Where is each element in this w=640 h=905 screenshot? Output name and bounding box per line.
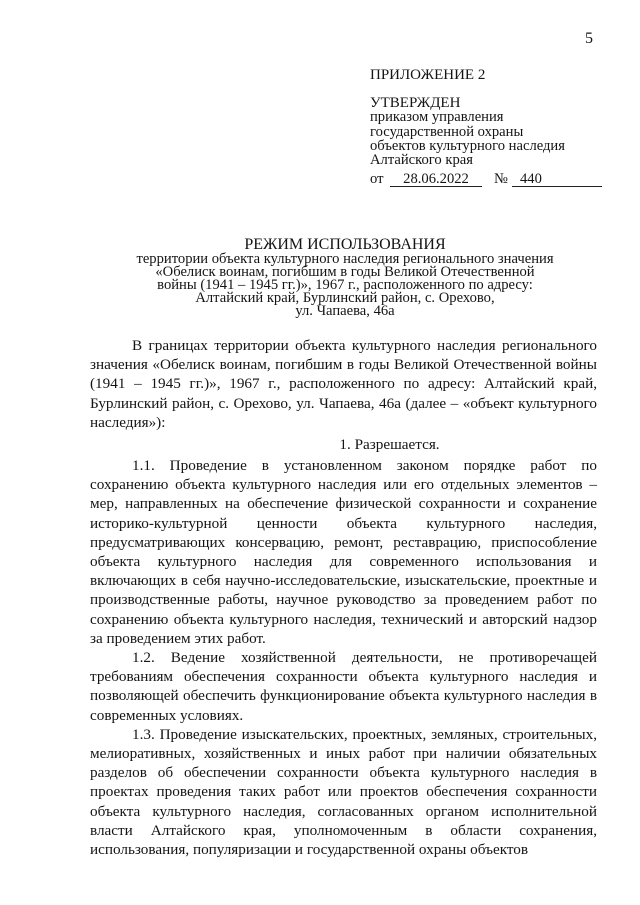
- approval-date-row: [370, 172, 602, 189]
- intro-paragraph: [90, 336, 597, 432]
- approved-label: УТВЕРЖДЕН: [370, 95, 461, 112]
- approval-line: Алтайского края: [370, 152, 473, 169]
- title-line: войны (1941 – 1945 гг.)», 1967 г., расположенного по адресу:: [157, 277, 533, 293]
- approval-line: государственной охраны: [370, 123, 524, 140]
- approval-number: 440: [512, 172, 602, 187]
- approval-date: 28.06.2022: [390, 172, 482, 187]
- title-line: территории объекта культурного наследия регионального значения: [136, 251, 554, 267]
- number-label: №: [494, 171, 508, 188]
- list-item: 1.3. Проведение изыскательских, проектных, земляных, строительных, мелиоративных, хозяйственных и иных работ при наличии обязательных разделов об обеспечении сохранности объекта культурного наследия в проектах проведения таких работ или проектов обеспечения сохранности объекта культурного наследия, согласованных органом исполнительной власти Алтайского края, уполномоченным в области сохранения, использования, популяризации и государственной охраны объектов: [90, 725, 597, 859]
- from-label: от: [370, 171, 384, 188]
- approval-line: объектов культурного наследия: [370, 137, 565, 154]
- title-heading: РЕЖИМ ИСПОЛЬЗОВАНИЯ: [244, 236, 446, 253]
- section-heading: 1. Разрешается.: [339, 436, 440, 453]
- appendix-label: ПРИЛОЖЕНИЕ 2: [370, 67, 486, 83]
- document-title: [80, 236, 610, 318]
- title-line: Алтайский край, Бурлинский район, с. Орехово,: [195, 290, 495, 306]
- title-line: ул. Чапаева, 46а: [295, 303, 395, 319]
- items-list: [90, 456, 597, 859]
- approval-block: [370, 68, 602, 189]
- list-item: 1.2. Ведение хозяйственной деятельности, не противоречащей требованиям обеспечения сохранности объекта культурного наследия и позволяющей обеспечить функционирование объекта культурного наследия в современных условиях.: [90, 649, 597, 724]
- title-line: «Обелиск воинам, погибшим в годы Великой Отечественной: [155, 264, 535, 280]
- page-number: 5: [585, 30, 593, 47]
- approval-line: приказом управления: [370, 109, 504, 126]
- intro-text: В границах территории объекта культурного наследия регионального значения «Обелиск воинам, погибшим в годы Великой Отечественной войны (1941 – 1945 гг.)», 1967 г., расположенного по адресу: Алтайский край, Бурлинский район, с. Орехово, ул. Чапаева, 46а (далее – «объект культурного наследия»):: [90, 337, 597, 431]
- list-item: 1.1. Проведение в установленном законом порядке работ по сохранению объекта культурного наследия или его отдельных элементов – мер, направленных на обеспечение физической сохранности и сохранение историко-культурной ценности объекта культурного наследия, предусматривающих консервацию, ремонт, реставрацию, приспособление объекта культурного наследия для современного использования и включающих в себя научно-исследовательские, изыскательские, проектные и производственные работы, научное руководство за проведением работ по сохранению объекта культурного наследия, технический и авторский надзор за проведением этих работ.: [90, 457, 597, 647]
